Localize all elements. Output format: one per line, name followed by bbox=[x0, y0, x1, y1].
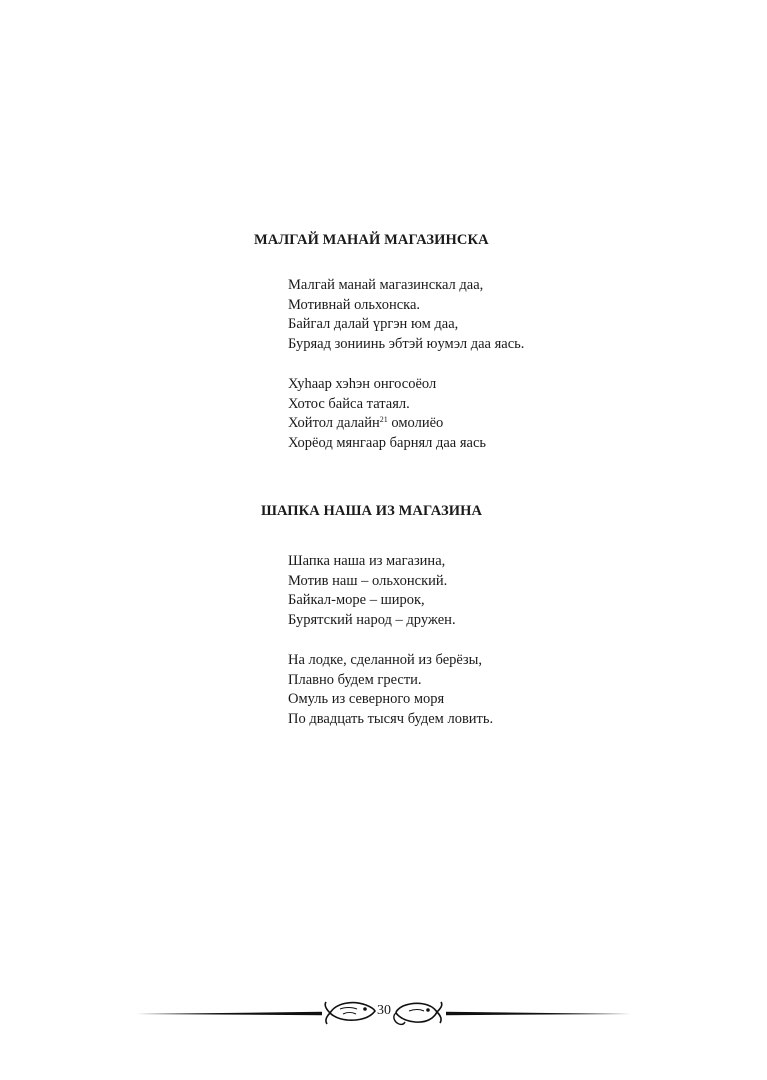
poem-line-with-footnote bbox=[288, 414, 486, 434]
poem-line: На лодке, сделанной из берёзы, bbox=[288, 652, 482, 668]
line-text: омолиёо bbox=[387, 415, 444, 432]
stanza-russian-1 bbox=[288, 552, 456, 631]
poem-line: Плавно будем грести. bbox=[288, 671, 422, 688]
poem-line: По двадцать тысяч будем ловить. bbox=[288, 711, 494, 728]
poem-line: Мотивнай ольхонска. bbox=[288, 296, 421, 313]
right-rule bbox=[446, 1012, 631, 1015]
footnote-marker: 21 bbox=[379, 415, 388, 425]
fish-icon bbox=[325, 1002, 375, 1024]
poem-line: Омуль из северного моря bbox=[288, 691, 445, 708]
poem-title-russian: ШАПКА НАША ИЗ МАГАЗИНА bbox=[261, 503, 483, 519]
poem-line: Байкал-море – широк, bbox=[288, 592, 425, 609]
poem-line: Мотив наш – ольхонский. bbox=[288, 572, 448, 589]
stanza-russian-2 bbox=[288, 651, 493, 730]
poem-line: Бурятский народ – дружен. bbox=[288, 612, 456, 629]
line-text: Хойтол далайн bbox=[288, 415, 380, 432]
poem-line: Байгал далай үргэн юм даа, bbox=[288, 316, 459, 333]
fish-icon bbox=[394, 1002, 442, 1024]
stanza-buryat-2 bbox=[288, 375, 486, 454]
poem-line: Буряад зониинь эбтэй юумэл даа яась. bbox=[288, 336, 525, 353]
poem-title-buryat: МАЛГАЙ МАНАЙ МАГАЗИНСКА bbox=[254, 232, 489, 248]
left-rule bbox=[136, 1012, 322, 1015]
page-number: 30 bbox=[377, 1003, 391, 1018]
poem-line: Хотос байса татаял. bbox=[288, 395, 410, 412]
poem-line: Шапка наша из магазина, bbox=[288, 553, 446, 569]
poem-line: Хорёод мянгаар барнял даа яась bbox=[288, 435, 487, 452]
stanza-buryat-1 bbox=[288, 276, 524, 355]
poem-line: Хуhаар хэhэн онгосоёол bbox=[288, 376, 437, 392]
poem-line: Малгай манай магазинскал даа, bbox=[288, 277, 484, 293]
